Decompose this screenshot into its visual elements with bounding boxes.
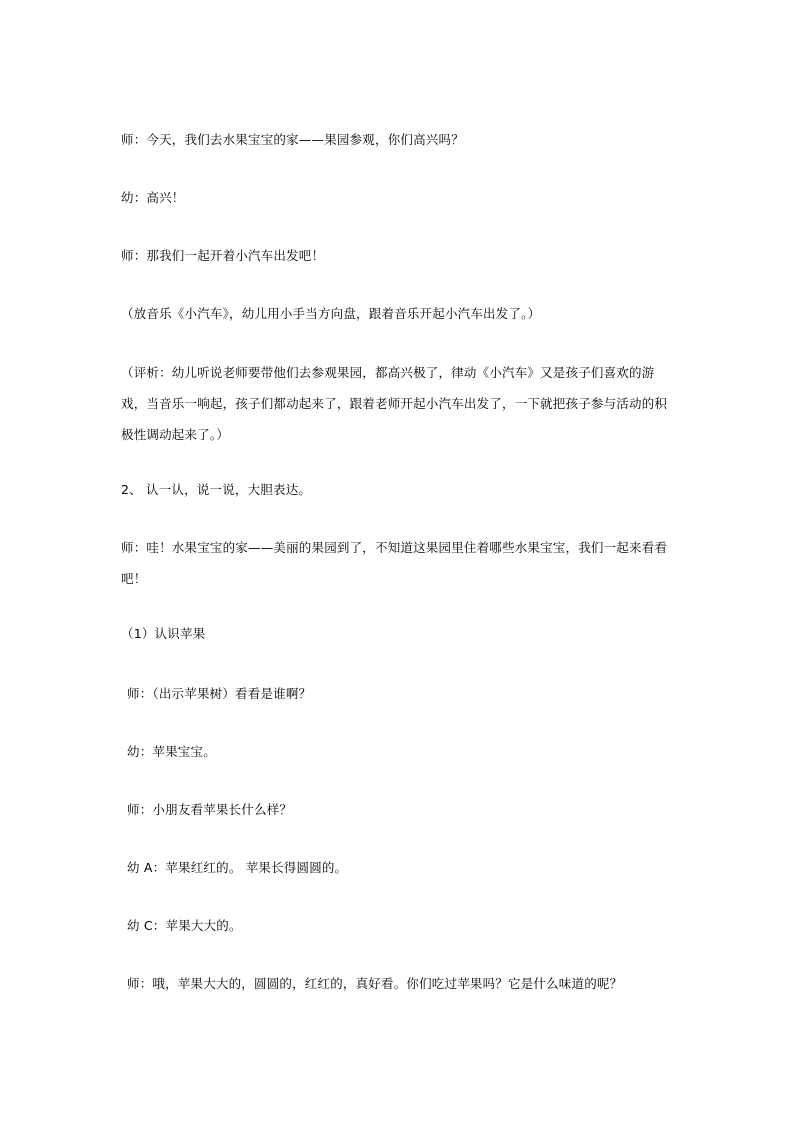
section-heading: 2、 认一认，说一说，大胆表达。 bbox=[121, 482, 312, 497]
subheading-apple: （1）认识苹果 bbox=[121, 626, 206, 641]
paragraph-orchard-arrival: 师：哇！水果宝宝的家——美丽的果园到了，不知道这果园里住着哪些水果宝宝，我们一起来看看吧！ bbox=[121, 540, 668, 586]
paragraph-child-reply: 幼：高兴！ bbox=[121, 190, 185, 205]
paragraph-child-c: 幼 C：苹果大大的。 bbox=[127, 918, 242, 933]
paragraph-child-a: 幼 A：苹果红红的。 苹果长得圆圆的。 bbox=[127, 860, 348, 875]
paragraph-teacher-intro: 师：今天，我们去水果宝宝的家——果园参观，你们高兴吗？ bbox=[121, 132, 464, 147]
paragraph-music-note: （放音乐《小汽车》，幼儿用小手当方向盘，跟着音乐开起小汽车出发了。） bbox=[121, 306, 541, 321]
paragraph-apple-look: 师：小朋友看苹果长什么样？ bbox=[127, 802, 293, 817]
paragraph-commentary: （评析：幼儿听说老师要带他们去参观果园，都高兴极了，律动《小汽车》又是孩子们喜欢的游戏，当音乐一响起，孩子们都动起来了，跟着老师开起小汽车出发了，一下就把孩子参与活动的积极性调动起来了。） bbox=[121, 365, 668, 442]
paragraph-apple-taste: 师：哦，苹果大大的，圆圆的，红红的，真好看。你们吃过苹果吗？它是什么味道的呢？ bbox=[127, 976, 623, 991]
paragraph-show-tree: 师：（出示苹果树）看看是谁啊？ bbox=[127, 686, 312, 701]
paragraph-apple-baby: 幼：苹果宝宝。 bbox=[127, 744, 216, 759]
paragraph-teacher-go: 师：那我们一起开着小汽车出发吧！ bbox=[121, 248, 325, 263]
